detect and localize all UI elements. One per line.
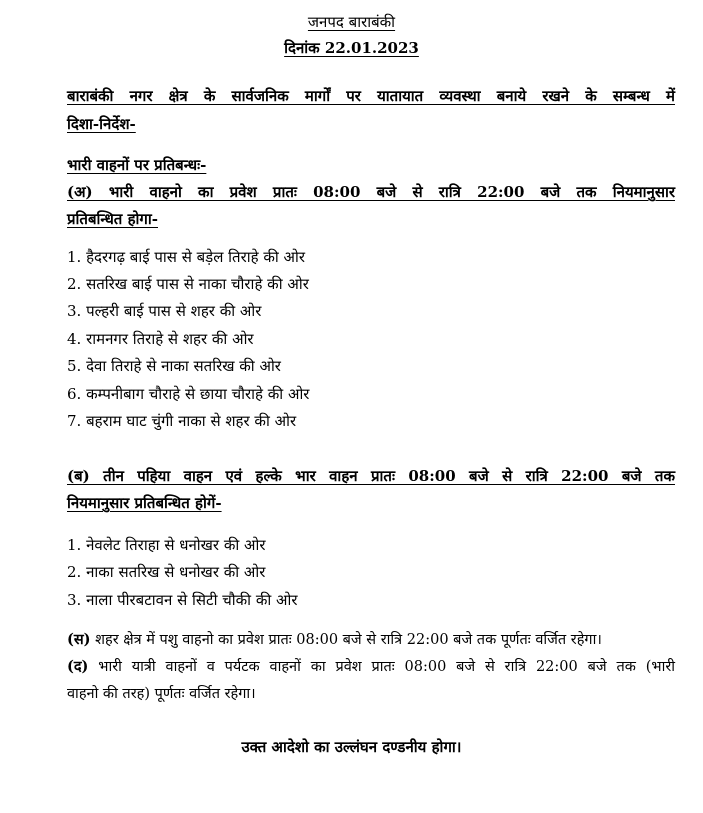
list-item: 7. बहराम घाट चुंगी नाका से शहर की ओर	[67, 412, 297, 430]
section-b-line-1: (ब) तीन पहिया वाहन एवं हल्के भार वाहन प्रातः 08:00 बजे से रात्रि 22:00 बजे तक	[67, 467, 675, 485]
list-item: 5. देवा तिराहे से नाका सतरिख की ओर	[67, 357, 281, 375]
section-b-line-2: नियमानुसार प्रतिबन्धित होगें-	[67, 494, 222, 512]
list-item: 4. रामनगर तिराहे से शहर की ओर	[67, 330, 254, 348]
list-item: 1. हैदरगढ़ बाई पास से बड़ेल तिराहे की ओर	[67, 248, 305, 266]
heavy-vehicles-heading: भारी वाहनों पर प्रतिबन्धः-	[67, 156, 207, 174]
section-c-label: (स)	[67, 631, 91, 648]
subject-line-2: दिशा-निर्देश-	[67, 115, 136, 133]
section-c	[67, 629, 602, 649]
list-item: 3. पल्हरी बाई पास से शहर की ओर	[67, 302, 262, 320]
section-a-line-1: (अ) भारी वाहनो का प्रवेश प्रातः 08:00 बजे से रात्रि 22:00 बजे तक नियमानुसार	[67, 183, 675, 201]
section-d-line-2: वाहनो की तरह) पूर्णतः वर्जित रहेगा।	[67, 686, 256, 702]
section-c-text: शहर क्षेत्र में पशु वाहनो का प्रवेश प्रातः 08:00 बजे से रात्रि 22:00 बजे तक पूर्णतः वर्जित रहेगा।	[95, 632, 602, 648]
footer-warning: उक्त आदेशो का उल्लंघन दण्डनीय होगा।	[241, 738, 462, 756]
district-heading: जनपद बाराबंकी	[307, 13, 396, 31]
section-d-line-1	[67, 656, 675, 676]
list-item: 2. नाका सतरिख से धनोखर की ओर	[67, 563, 266, 581]
list-item: 2. सतरिख बाई पास से नाका चौराहे की ओर	[67, 275, 309, 293]
subject-line-1: बाराबंकी नगर क्षेत्र के सार्वजनिक मार्गों पर यातायात व्यवस्था बनाये रखने के सम्बन्ध में	[67, 87, 675, 105]
list-item: 6. कम्पनीबाग चौराहे से छाया चौराहे की ओर	[67, 385, 310, 403]
section-d-label: (द)	[67, 658, 89, 675]
section-d-text-1: भारी यात्री वाहनों व पर्यटक वाहनों का प्रवेश प्रातः 08:00 बजे से रात्रि 22:00 बजे तक (भारी	[98, 659, 676, 675]
section-a-line-2: प्रतिबन्धित होगा-	[67, 210, 158, 228]
list-item: 3. नाला पीरबटावन से सिटी चौकी की ओर	[67, 591, 298, 609]
list-item: 1. नेवलेट तिराहा से धनोखर की ओर	[67, 536, 266, 554]
date-heading: दिनांक 22.01.2023	[284, 39, 419, 57]
